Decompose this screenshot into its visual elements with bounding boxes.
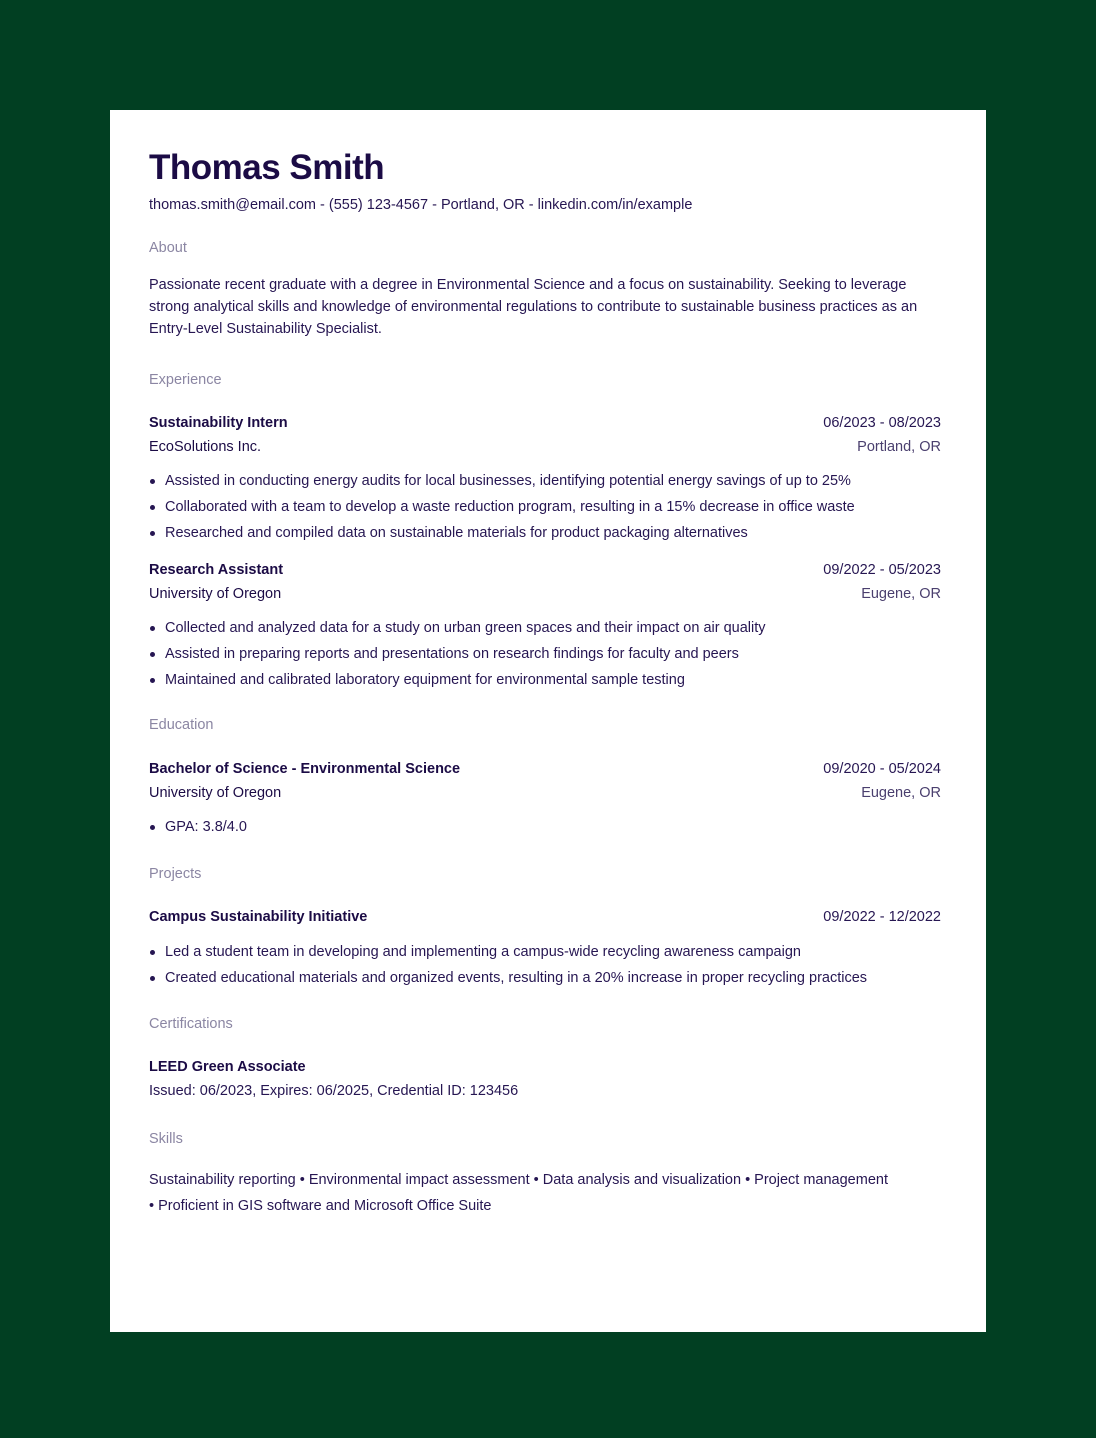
about-text: Passionate recent graduate with a degree in Environmental Science and a focus on sustainability. Seeking to leverage strong analytical skills and knowledge of environmental regulations to contribute to sustainable business practices as an Entry-Level Sustainability Specialist. (149, 277, 918, 337)
bullet-item: Assisted in preparing reports and presentations on research findings for faculty and peers (149, 644, 941, 664)
certification-entry (149, 1057, 941, 1101)
contact-line: thomas.smith@email.com - (555) 123-4567 - Portland, OR - linkedin.com/in/example (149, 197, 693, 213)
education-entry (149, 759, 941, 837)
section-heading-about: About (149, 240, 187, 256)
bullet-item: Collected and analyzed data for a study on urban green spaces and their impact on air quality (149, 618, 941, 638)
section-heading-skills: Skills (149, 1131, 183, 1147)
school: University of Oregon (149, 785, 282, 801)
bullet-item: Led a student team in developing and implementing a campus-wide recycling awareness campaign (149, 942, 941, 962)
degree-title: Bachelor of Science - Environmental Science (149, 761, 461, 777)
job-location: Eugene, OR (861, 586, 941, 602)
job-title: Sustainability Intern (149, 415, 288, 431)
bullet-item: Assisted in conducting energy audits for local businesses, identifying potential energy savings of up to 25% (149, 471, 941, 491)
bullet-list (149, 942, 941, 988)
education-dates: 09/2020 - 05/2024 (823, 761, 941, 777)
bullet-item: Researched and compiled data on sustainable materials for product packaging alternatives (149, 523, 941, 543)
skills-text: Sustainability reporting • Environmental impact assessment • Data analysis and visualization • Project management • Proficient in GIS software and Microsoft Office Suite (149, 1172, 888, 1214)
bullet-item: Created educational materials and organized events, resulting in a 20% increase in proper recycling practices (149, 968, 941, 988)
experience-entry (149, 413, 941, 543)
section-heading-certifications: Certifications (149, 1016, 233, 1032)
bullet-item: GPA: 3.8/4.0 (149, 817, 941, 837)
project-entry (149, 907, 941, 988)
certification-detail: Issued: 06/2023, Expires: 06/2025, Credential ID: 123456 (149, 1083, 519, 1099)
job-title: Research Assistant (149, 562, 284, 578)
bullet-item: Collaborated with a team to develop a waste reduction program, resulting in a 15% decrease in office waste (149, 497, 941, 517)
job-dates: 06/2023 - 08/2023 (823, 415, 941, 431)
job-dates: 09/2022 - 05/2023 (823, 562, 941, 578)
project-dates: 09/2022 - 12/2022 (823, 909, 941, 925)
employer: University of Oregon (149, 586, 282, 602)
bullet-item: Maintained and calibrated laboratory equipment for environmental sample testing (149, 670, 941, 690)
job-location: Portland, OR (857, 439, 941, 455)
experience-entry (149, 560, 941, 690)
resume-name: Thomas Smith (149, 148, 385, 187)
bullet-list (149, 471, 941, 543)
section-heading-experience: Experience (149, 372, 222, 388)
employer: EcoSolutions Inc. (149, 439, 262, 455)
section-heading-projects: Projects (149, 866, 202, 882)
bullet-list (149, 817, 941, 837)
certification-title: LEED Green Associate (149, 1059, 306, 1075)
section-heading-education: Education (149, 717, 214, 733)
school-location: Eugene, OR (861, 785, 941, 801)
bullet-list (149, 618, 941, 690)
project-title: Campus Sustainability Initiative (149, 909, 368, 925)
resume-page (110, 110, 986, 1332)
